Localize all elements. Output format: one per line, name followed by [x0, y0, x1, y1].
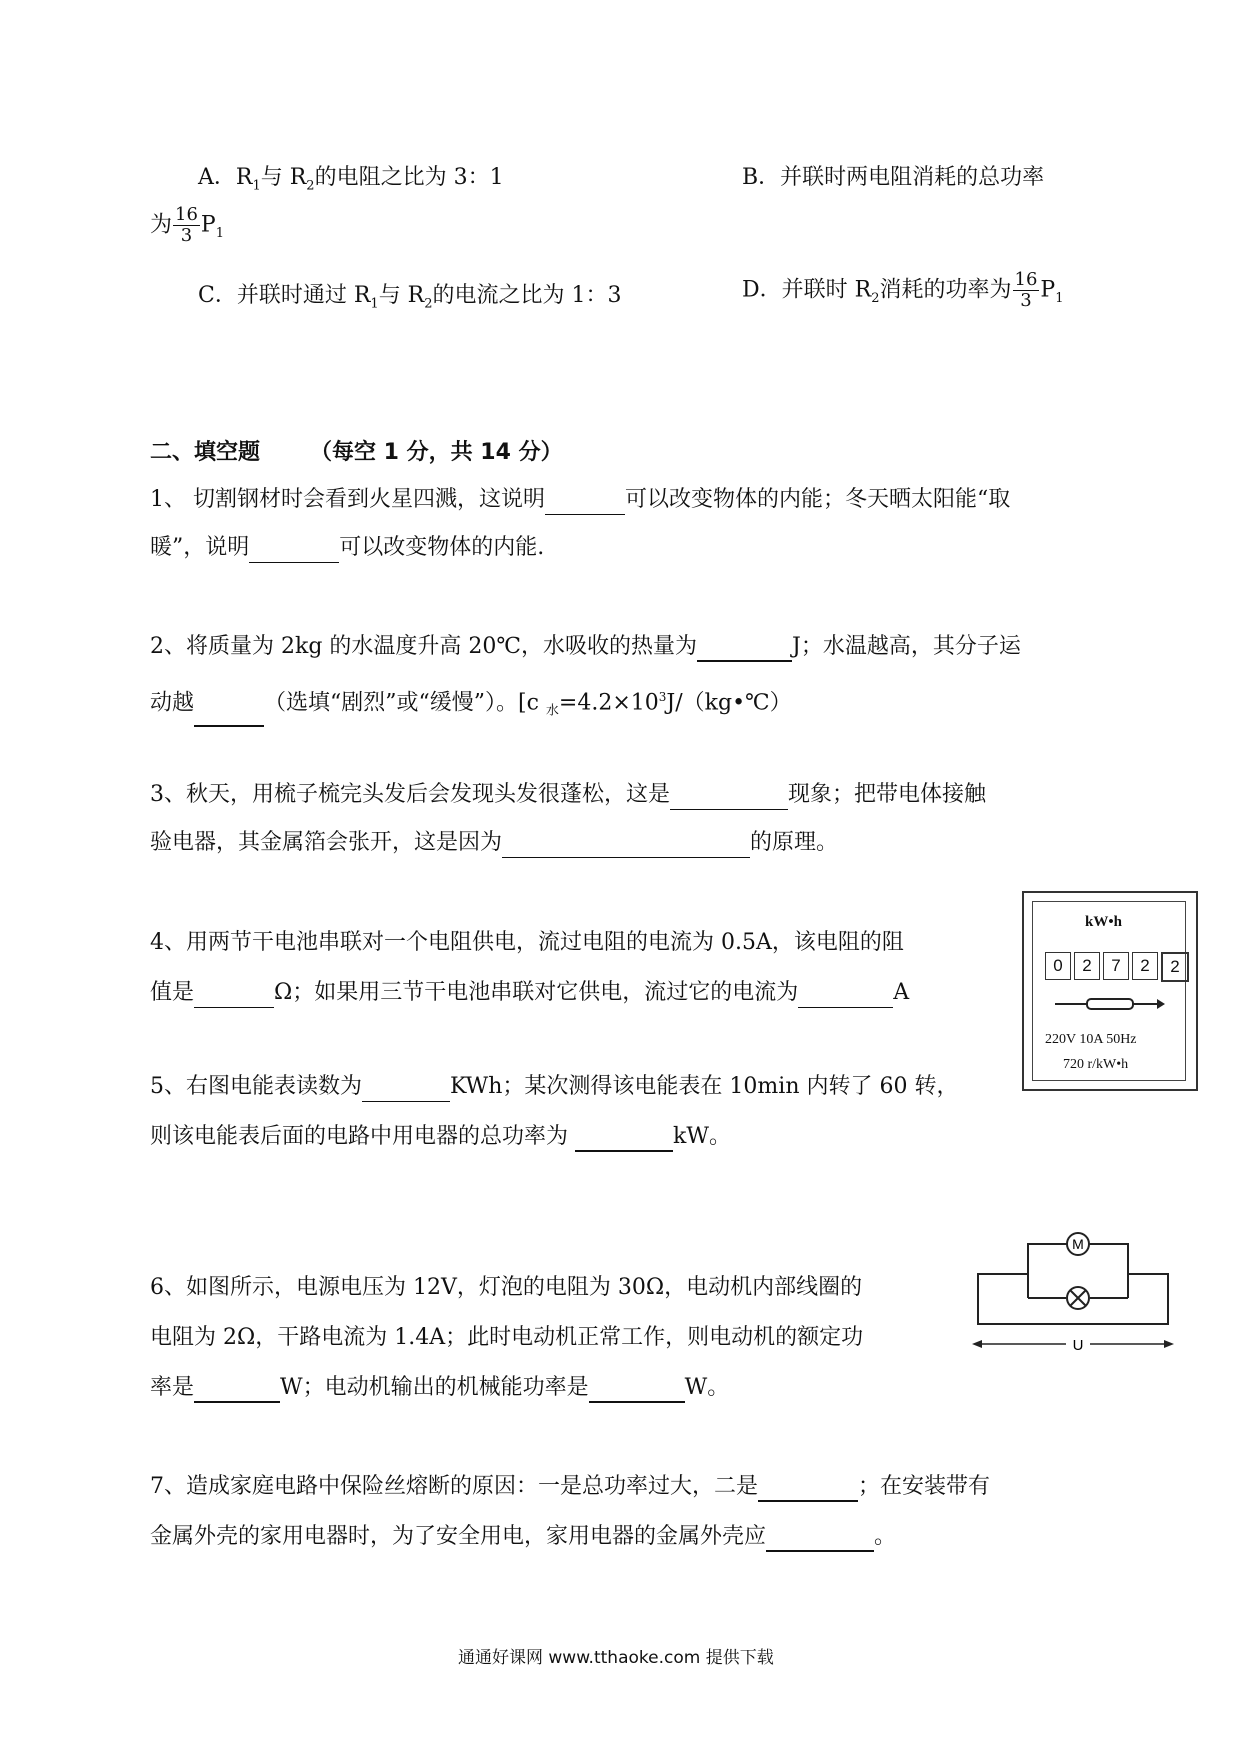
question-4-line-2: 值是 Ω；如果用三节干电池串联对它供电，流过它的电流为 A	[150, 978, 909, 1008]
option-c: C．并联时通过 $R_1$与 $R_2$的电流之比为 1：3	[198, 283, 622, 312]
meter-digits	[1045, 952, 1192, 982]
meter-digit: 2	[1074, 952, 1100, 980]
answer-blank[interactable]	[766, 1526, 874, 1552]
answer-blank[interactable]	[798, 983, 893, 1008]
option-b: B．并联时两电阻消耗的总功率	[742, 165, 1045, 190]
meter-rate: 720 r/kW•h	[1063, 1057, 1129, 1072]
meter-digit: 0	[1045, 952, 1071, 980]
option-d: D．并联时 $R_2$消耗的功率为 $\frac{16}{3}$ $P_1$	[742, 269, 1064, 311]
question-2-line-1: 2、将质量为 2kg 的水温度升高 20℃，水吸收的热量为 J；水温越高，其分子运	[150, 632, 1021, 662]
question-1-line-1: 1、 切割钢材时会看到火星四溅，这说明 可以改变物体的内能；冬天晒太阳能“取	[150, 485, 1010, 515]
option-b-continued: 为 $\frac{16}{3}$ $P_1$	[150, 204, 225, 246]
fraction: $\frac{16}{3}$	[175, 204, 198, 246]
meter-disc-icon	[1053, 994, 1165, 1014]
answer-blank[interactable]	[194, 983, 274, 1008]
motor-label: M	[1072, 1236, 1084, 1252]
fraction: $\frac{16}{3}$	[1014, 269, 1038, 311]
answer-blank[interactable]	[697, 636, 792, 662]
answer-blank[interactable]	[502, 833, 750, 858]
question-6-line-3: 率是 W；电动机输出的机械能功率是 W。	[150, 1373, 729, 1403]
section-title: 二、填空题 （每空 1 分，共 14 分）	[150, 440, 563, 465]
answer-blank[interactable]	[575, 1126, 673, 1152]
lamp-icon	[1067, 1287, 1089, 1309]
question-1-line-2: 暖”，说明 可以改变物体的内能.	[150, 533, 544, 563]
meter-digit-decimal: 2	[1161, 952, 1189, 982]
voltage-label: U	[1072, 1337, 1084, 1352]
meter-spec: 220V 10A 50Hz	[1045, 1032, 1137, 1047]
meter-unit: kW•h	[1085, 914, 1122, 930]
question-6-line-2: 电阻为 2Ω，干路电流为 1.4A；此时电动机正常工作，则电动机的额定功	[150, 1325, 864, 1350]
electricity-meter-figure	[1022, 891, 1198, 1091]
question-6-line-1: 6、如图所示，电源电压为 12V，灯泡的电阻为 30Ω，电动机内部线圈的	[150, 1275, 863, 1300]
answer-blank[interactable]	[545, 490, 625, 515]
answer-blank[interactable]	[758, 1476, 858, 1502]
question-7-line-2: 金属外壳的家用电器时，为了安全用电，家用电器的金属外壳应 。	[150, 1522, 896, 1552]
question-7-line-1: 7、造成家庭电路中保险丝熔断的原因：一是总功率过大，二是 ；在安装带有	[150, 1472, 990, 1502]
meter-digit: 7	[1103, 952, 1129, 980]
option-a: A．$R_1$与 $R_2$的电阻之比为 3：1	[198, 165, 504, 194]
question-4-line-1: 4、用两节干电池串联对一个电阻供电，流过电阻的电流为 0.5A，该电阻的阻	[150, 930, 904, 955]
answer-blank[interactable]	[194, 1377, 280, 1403]
answer-blank[interactable]	[589, 1377, 685, 1403]
question-2-line-2: 动越 （选填“剧烈”或“缓慢”）。[c $_水=4.2\times 10^3J/(kg•℃)$	[150, 682, 792, 727]
circuit-diagram	[968, 1232, 1178, 1352]
question-5-line-2: 则该电能表后面的电路中用电器的总功率为 kW。	[150, 1122, 731, 1152]
question-3-line-2: 验电器，其金属箔会张开，这是因为 的原理。	[150, 828, 838, 858]
footer-credit: 通通好课网 www.tthaoke.com 提供下载	[458, 1648, 774, 1668]
answer-blank[interactable]	[670, 785, 788, 810]
question-3-line-1: 3、秋天，用梳子梳完头发后会发现头发很蓬松，这是 现象；把带电体接触	[150, 780, 986, 810]
meter-digit: 2	[1132, 952, 1158, 980]
answer-blank[interactable]	[362, 1077, 450, 1102]
question-5-line-1: 5、右图电能表读数为 KWh；某次测得该电能表在 10min 内转了 60 转，	[150, 1072, 958, 1102]
answer-blank[interactable]	[194, 701, 264, 727]
answer-blank[interactable]	[249, 538, 339, 563]
meter-panel	[1032, 901, 1186, 1081]
